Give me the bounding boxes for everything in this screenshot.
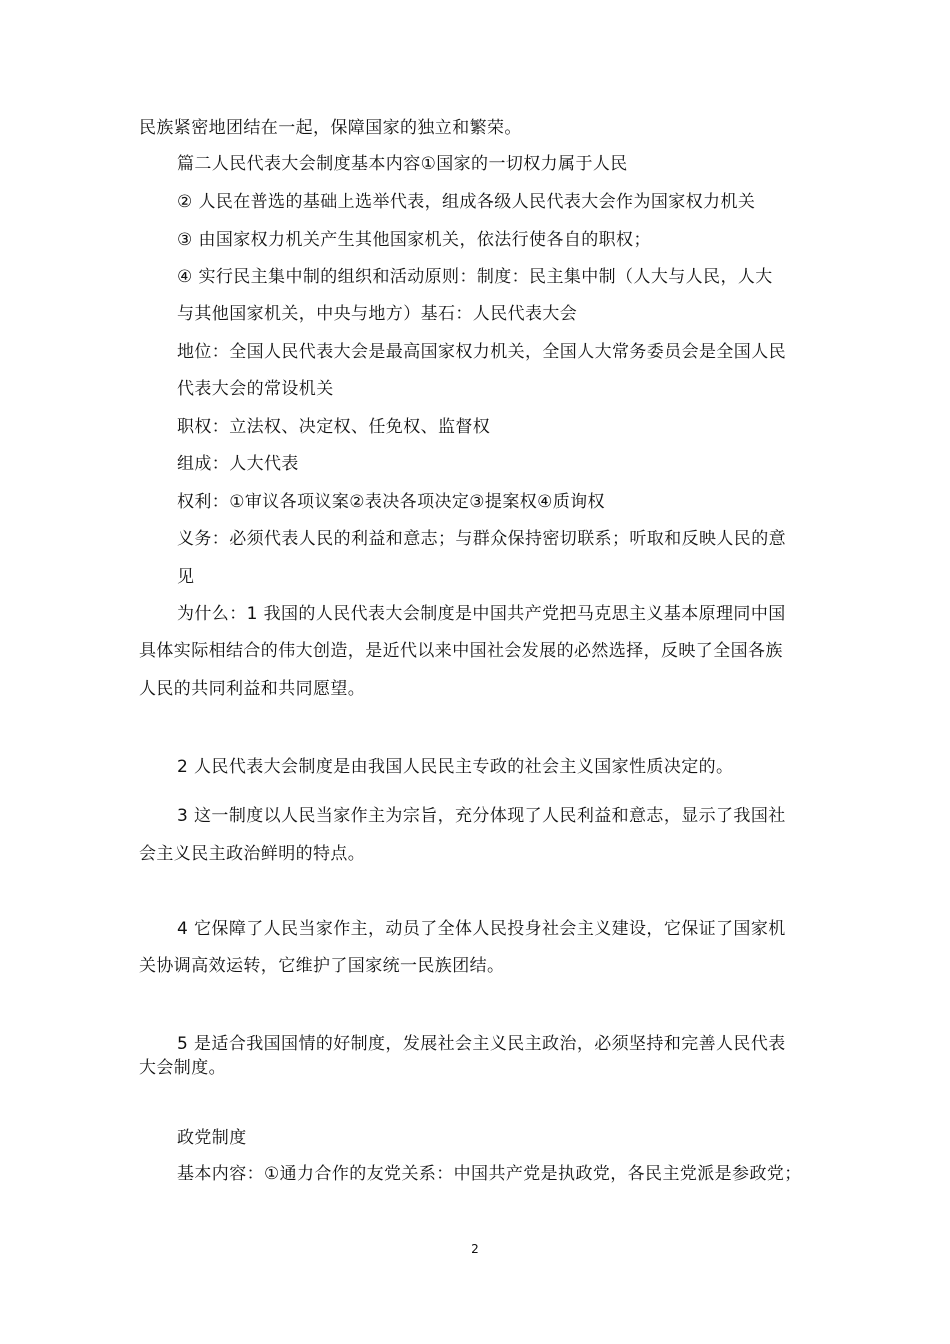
text-line: 3 这一制度以人民当家作主为宗旨，充分体现了人民利益和意志，显示了我国社 <box>177 806 786 826</box>
text-line: ② 人民在普选的基础上选举代表，组成各级人民代表大会作为国家权力机关 <box>177 192 756 212</box>
text-line: ③ 由国家权力机关产生其他国家机关，依法行使各自的职权； <box>177 230 651 250</box>
text-line: 5 是适合我国国情的好制度，发展社会主义民主政治，必须坚持和完善人民代表 <box>177 1034 786 1054</box>
text-line: 具体实际相结合的伟大创造，是近代以来中国社会发展的必然选择，反映了全国各族 <box>139 641 783 661</box>
text-line: 民族紧密地团结在一起，保障国家的独立和繁荣。 <box>139 118 522 138</box>
page-number: 2 <box>471 1242 479 1256</box>
text-line: 代表大会的常设机关 <box>177 379 334 399</box>
section-heading: 篇二人民代表大会制度基本内容①国家的一切权力属于人民 <box>177 154 628 174</box>
section-heading: 政党制度 <box>177 1128 247 1148</box>
text-line: 基本内容：①通力合作的友党关系：中国共产党是执政党，各民主党派是参政党； <box>177 1164 802 1184</box>
text-line: 组成：人大代表 <box>177 454 299 474</box>
text-line: 4 它保障了人民当家作主，动员了全体人民投身社会主义建设，它保证了国家机 <box>177 919 786 939</box>
text-line: 见 <box>177 567 195 587</box>
text-line: ④ 实行民主集中制的组织和活动原则：制度：民主集中制（人大与人民，人大 <box>177 267 773 287</box>
text-line: 为什么：1 我国的人民代表大会制度是中国共产党把马克思主义基本原理同中国 <box>177 604 786 624</box>
text-line: 2 人民代表大会制度是由我国人民民主专政的社会主义国家性质决定的。 <box>177 757 734 777</box>
text-line: 大会制度。 <box>139 1058 226 1078</box>
text-line: 义务：必须代表人民的利益和意志；与群众保持密切联系；听取和反映人民的意 <box>177 529 786 549</box>
text-line: 人民的共同利益和共同愿望。 <box>139 679 366 699</box>
text-line: 地位：全国人民代表大会是最高国家权力机关，全国人大常务委员会是全国人民 <box>177 342 786 362</box>
text-line: 会主义民主政治鲜明的特点。 <box>139 844 366 864</box>
text-line: 与其他国家机关，中央与地方）基石：人民代表大会 <box>177 304 578 324</box>
text-line: 职权：立法权、决定权、任免权、监督权 <box>177 417 491 437</box>
text-line: 关协调高效运转，它维护了国家统一民族团结。 <box>139 956 505 976</box>
text-line: 权利：①审议各项议案②表决各项决定③提案权④质询权 <box>177 492 605 512</box>
